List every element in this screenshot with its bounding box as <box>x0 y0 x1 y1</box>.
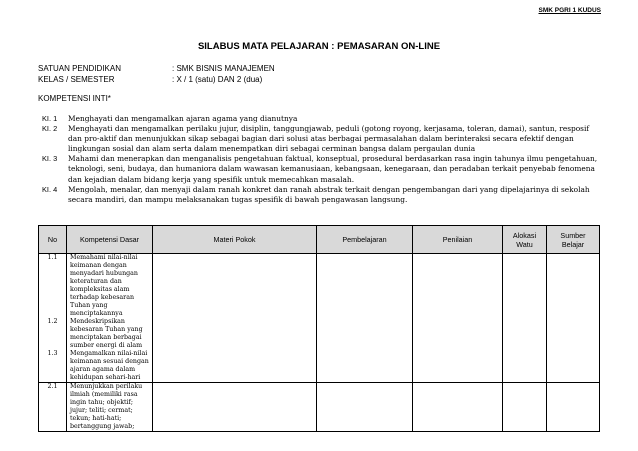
header-kompetensi-dasar: Kompetensi Dasar <box>67 226 153 254</box>
kompetensi-inti-list <box>38 114 598 205</box>
ki-item <box>38 114 598 124</box>
header-materi-pokok: Materi Pokok <box>153 226 317 254</box>
ki-text: Menghayati dan mengamalkan perilaku jujur, disiplin, tanggungjawab, peduli (gotong royong, kerjasama, toleran, damai), santun, resposif dan pro-aktif dan menunjukkan sikap sebagai bagian dari solusi atas berbagai permasalahan dalam berinteraksi secara efektif dengan lingkungan sosial dan alam serta dalam menempatkan diri sebagai cerminan bangsa dalam pergaulan dunia <box>68 124 590 154</box>
sumber-cell <box>547 383 600 432</box>
kd-text-cell <box>67 383 153 432</box>
kompetensi-inti-heading: KOMPETENSI INTI* <box>38 94 111 103</box>
ki-code: KI. 2 <box>42 124 58 134</box>
ki-text: Mengolah, menalar, dan menyaji dalam ranah konkret dan ranah abstrak terkait dengan pengembangan dari yang dipelajarinya di sekolah secara mandiri, dan mampu melaksanakan tugas spesifik di bawah pengawasan langsung. <box>68 184 590 204</box>
kd-text-cell <box>67 254 153 383</box>
info-value-kelas: : X / 1 (satu) DAN 2 (dua) <box>172 75 263 84</box>
header-pembelajaran: Pembelajaran <box>317 226 413 254</box>
kd-number-cell <box>39 254 67 383</box>
ki-code: KI. 4 <box>42 184 58 194</box>
header-alokasi-waktu: Alokasi Watu <box>503 226 547 254</box>
alokasi-cell <box>503 254 547 383</box>
school-name: SMK PGRI 1 KUDUS <box>538 7 601 14</box>
ki-code: KI. 3 <box>42 154 58 164</box>
ki-code: KI. 1 <box>42 114 58 123</box>
table-row <box>39 383 600 432</box>
sumber-cell <box>547 254 600 383</box>
kd-number: 1.1 <box>47 254 58 261</box>
penilaian-cell <box>413 254 503 383</box>
table-row <box>39 254 600 383</box>
alokasi-cell <box>503 383 547 432</box>
penilaian-cell <box>413 383 503 432</box>
pembelajaran-cell <box>317 383 413 432</box>
kd-text: Mengamalkan nilai-nilai keimanan sesuai dengan ajaran agama dalam kehidupan sehari-hari <box>70 350 149 381</box>
kd-text: Memahami nilai-nilai keimanan dengan menyadari hubungan keteraturan dan kompleksitas alam terhadap kebesaran Tuhan yang menciptakannya <box>70 254 138 317</box>
ki-item <box>38 154 598 184</box>
document-title: SILABUS MATA PELAJARAN : PEMASARAN ON-LINE <box>197 41 441 52</box>
table-header-row <box>39 226 600 254</box>
info-label-kelas: KELAS / SEMESTER <box>38 75 115 84</box>
kd-text: Mendeskripsikan kebesaran Tuhan yang menciptakan berbagai sumber energi di alam <box>70 318 143 349</box>
kd-number: 1.2 <box>47 318 58 325</box>
header-sumber-belajar: Sumber Belajar <box>547 226 600 254</box>
materi-pokok-cell <box>153 254 317 383</box>
ki-text: Menghayati dan mengamalkan ajaran agama yang dianutnya <box>68 114 298 123</box>
kd-number: 1.3 <box>47 350 58 357</box>
kd-number-cell <box>39 383 67 432</box>
info-label-satuan: SATUAN PENDIDIKAN <box>38 64 121 73</box>
info-value-satuan: : SMK BISNIS MANAJEMEN <box>172 64 275 73</box>
pembelajaran-cell <box>317 254 413 383</box>
materi-pokok-cell <box>153 383 317 432</box>
ki-item <box>38 124 598 154</box>
kd-number: 2.1 <box>47 383 58 390</box>
header-no: No <box>39 226 67 254</box>
syllabus-table <box>38 225 600 432</box>
header-penilaian: Penilaian <box>413 226 503 254</box>
kd-text: Menunjukkan perilaku ilmiah (memiliki rasa ingin tahu; objektif; jujur; teliti; cermat; tekun; hati-hati; bertanggung jawab; <box>70 383 143 430</box>
ki-item <box>38 185 598 205</box>
ki-text: Mahami dan menerapkan dan menganalisis pengetahuan faktual, konseptual, prosedural berdasarkan rasa ingin tahunya ilmu pengetahuan, teknologi, seni, budaya, dan humaniora dalam wawasan kemanusiaan, kebangsaan, kenegaraan, dan peradaban terkait penyebab fenomena dan kejadian dalam bidang kerja yang spesifik untuk memecahkan masalah. <box>68 154 598 184</box>
